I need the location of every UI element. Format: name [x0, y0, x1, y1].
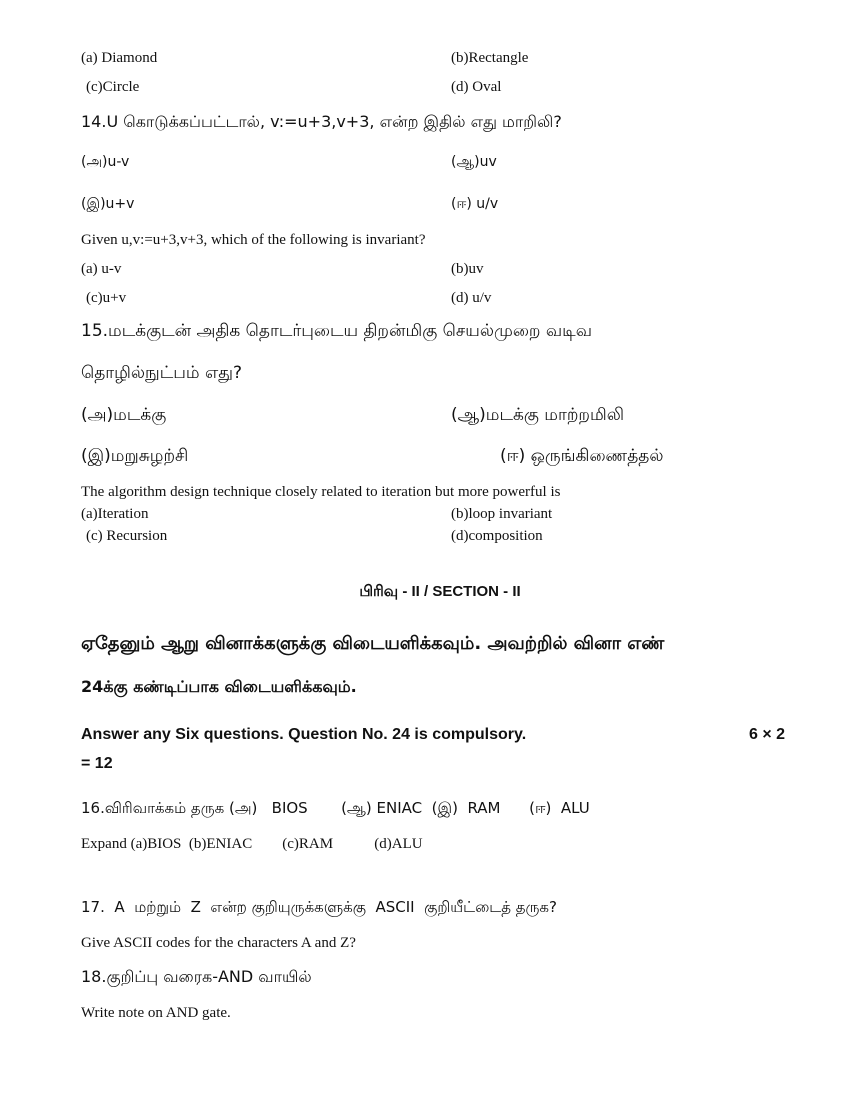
q14-english-option-a: (a) u-v — [81, 261, 122, 277]
q14-tamil-option-d: (ஈ) u/v — [451, 196, 499, 212]
q16-english: Expand (a)BIOS (b)ENIAC (c)RAM (d)ALU — [81, 836, 423, 852]
q14-english-question: Given u,v:=u+3,v+3, which of the following is invariant? — [81, 232, 426, 248]
q18-tamil: 18.குறிப்பு வரைக-AND வாயில் — [81, 967, 312, 986]
section-heading: பிரிவு - II / SECTION - II — [359, 583, 521, 600]
section-marks-total: = 12 — [81, 755, 113, 772]
q15-english-option-a: (a)Iteration — [81, 506, 149, 522]
q13-option-a: (a) Diamond — [81, 50, 158, 66]
q18-english: Write note on AND gate. — [81, 1005, 231, 1021]
q15-english-option-c: (c) Recursion — [86, 528, 168, 544]
q15-english-option-d: (d)composition — [451, 528, 543, 544]
q14-tamil-option-b: (ஆ)uv — [451, 154, 497, 170]
q15-tamil-option-a: (அ)மடக்கு — [81, 405, 167, 425]
q15-english-option-b: (b)loop invariant — [451, 506, 553, 522]
section-marks: 6 × 2 — [749, 726, 786, 743]
q14-english-option-d: (d) u/v — [451, 290, 492, 306]
q14-tamil-option-c: (இ)u+v — [81, 196, 135, 212]
q13-option-b: (b)Rectangle — [451, 50, 529, 66]
section-tamil-instruction-line1: ஏதேனும் ஆறு வினாக்களுக்கு விடையளிக்கவும். அவற்றில் வினா எண் — [81, 633, 665, 654]
q15-tamil-option-b: (ஆ)மடக்கு மாற்றமிலி — [451, 405, 625, 425]
q14-english-option-c: (c)u+v — [86, 290, 127, 306]
q15-tamil-question-line2: தொழில்நுட்பம் எது? — [81, 363, 243, 383]
q13-option-c: (c)Circle — [86, 79, 140, 95]
section-tamil-instruction-line2: 24க்கு கண்டிப்பாக விடையளிக்கவும். — [81, 677, 357, 696]
q17-english: Give ASCII codes for the characters A and Z? — [81, 935, 356, 951]
q14-english-option-b: (b)uv — [451, 261, 484, 277]
q14-tamil-option-a: (அ)u-v — [81, 154, 130, 170]
q15-tamil-question-line1: 15.மடக்குடன் அதிக தொடர்புடைய திறன்மிகு செயல்முறை வடிவ — [81, 321, 592, 341]
q15-tamil-option-d: (ஈ) ஒருங்கிணைத்தல் — [500, 446, 664, 466]
q14-tamil-question: 14.U கொடுக்கப்பட்டால், v:=u+3,v+3, என்ற இதில் எது மாறிலி? — [81, 112, 562, 131]
q16-tamil: 16.விரிவாக்கம் தருக (அ) BIOS (ஆ) ENIAC (இ) RAM (ஈ) ALU — [81, 799, 590, 817]
q15-english-question: The algorithm design technique closely related to iteration but more powerful is — [81, 484, 561, 500]
q13-option-d: (d) Oval — [451, 79, 502, 95]
q15-tamil-option-c: (இ)மறுசுழற்சி — [81, 446, 189, 466]
q17-tamil: 17. A மற்றும் Z என்ற குறியுருக்களுக்கு ASCII குறியீட்டைத் தருக? — [81, 898, 557, 916]
section-english-instruction: Answer any Six questions. Question No. 24 is compulsory. — [81, 726, 527, 743]
